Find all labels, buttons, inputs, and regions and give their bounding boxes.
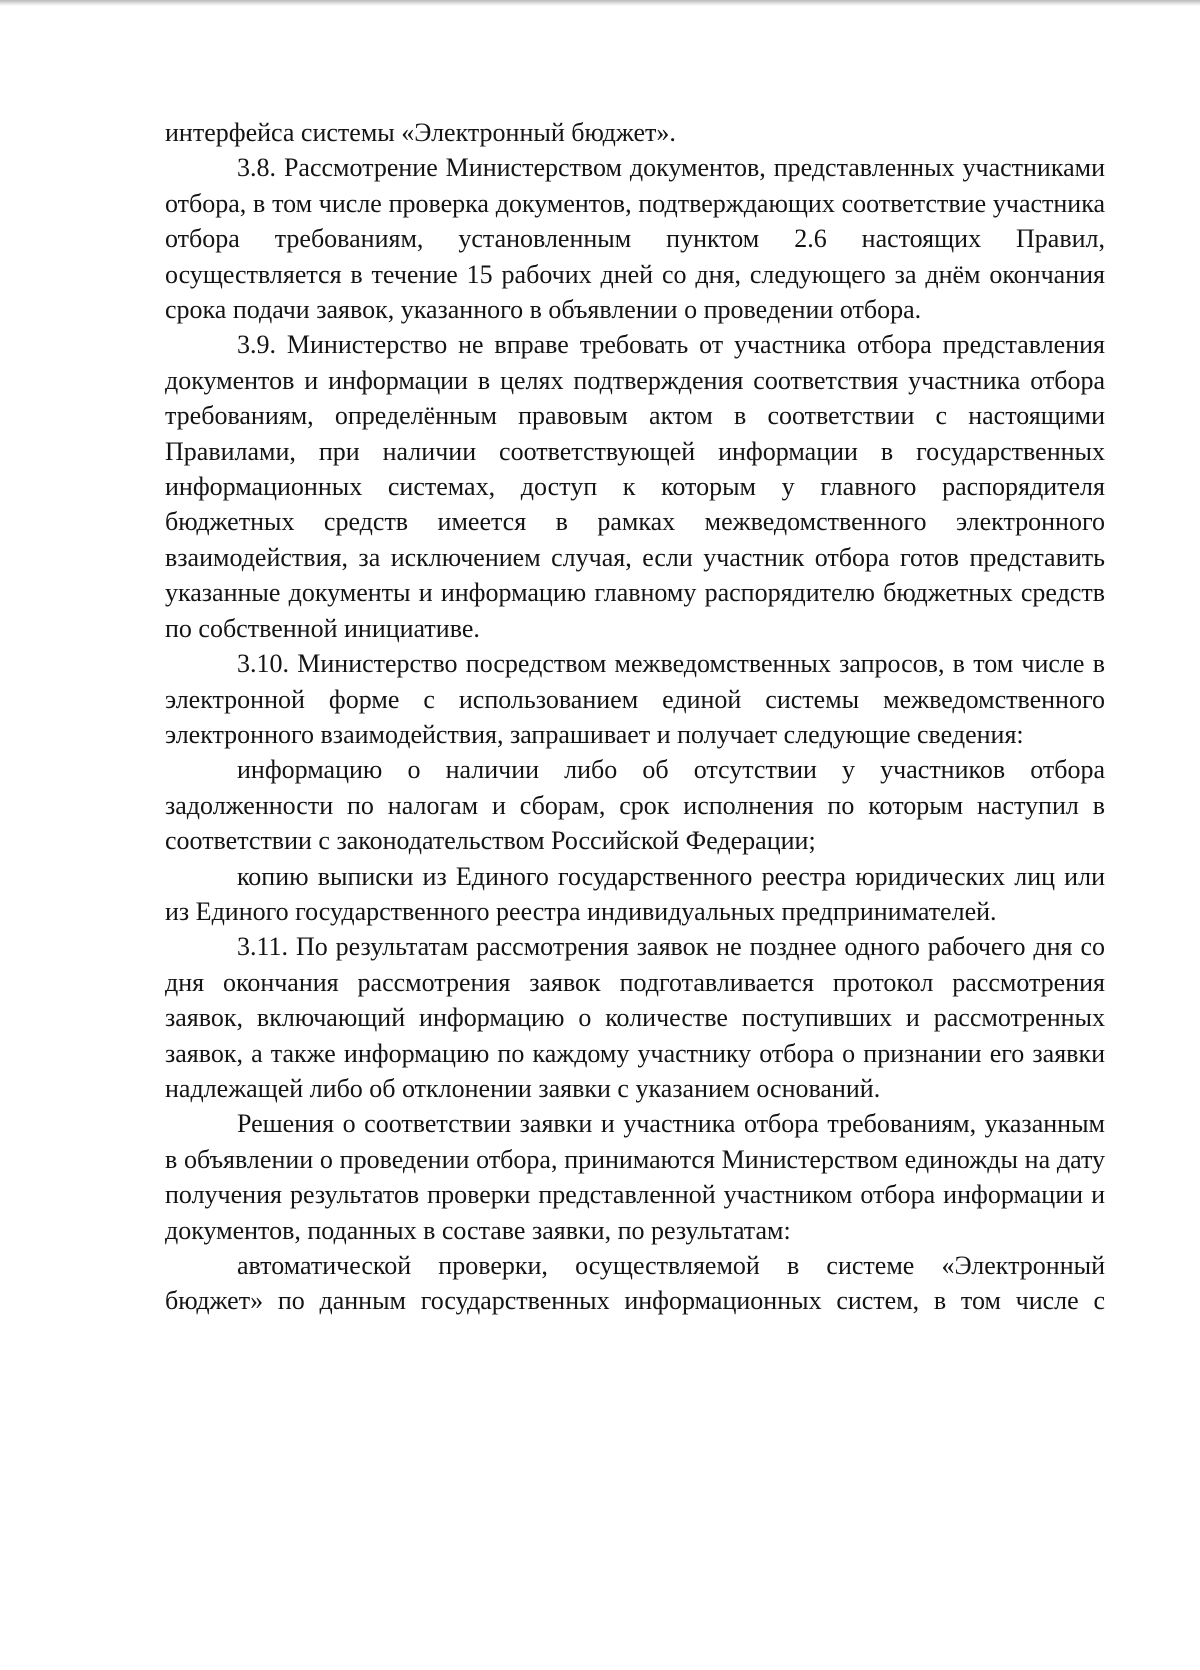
scan-top-edge: [0, 0, 1200, 6]
paragraph-automatic-check: автоматической проверки, осуществляемой в системе «Электронный бюджет» по данным государственных информационных систем, в том числе с: [165, 1251, 1105, 1316]
paragraph-3-10: 3.10. Министерство посредством межведомственных запросов, в том числе в электронной форме с использованием единой системы межведомственного электронного взаимодействия, запрашивает и получает следующие сведения:: [165, 649, 1105, 749]
paragraph-3-9: 3.9. Министерство не вправе требовать от участника отбора представления документов и информации в целях подтверждения соответствия участника отбора требованиям, определённым правовым актом в соответствии с настоящими Правилами, при наличии соответствующей информации в государственных информационных системах, доступ к которым у главного распорядителя бюджетных средств имеется в рамках межведомственного электронного взаимодействия, за исключением случая, если участник отбора готов представить указанные документы и информацию главному распорядителю бюджетных средств по собственной инициативе.: [165, 330, 1105, 643]
paragraph-decisions: Решения о соответствии заявки и участника отбора требованиям, указанным в объявлении о проведении отбора, принимаются Министерством единожды на дату получения результатов проверки представленной участником отбора информации и документов, поданных в составе заявки, по результатам:: [165, 1109, 1105, 1245]
paragraph-continuation: интерфейса системы «Электронный бюджет».: [165, 118, 676, 147]
paragraph-tax-debt-info: информацию о наличии либо об отсутствии у участников отбора задолженности по налогам и сборам, срок исполнения по которым наступил в соответствии с законодательством Российской Федерации;: [165, 755, 1105, 856]
paragraph-3-11: 3.11. По результатам рассмотрения заявок не позднее одного рабочего дня со дня окончания рассмотрения заявок подготавливается протокол рассмотрения заявок, включающий информацию о количестве поступивших и рассмотренных заявок, а также информацию по каждому участнику отбора о признании его заявки надлежащей либо об отклонении заявки с указанием оснований.: [165, 932, 1105, 1103]
paragraph-registry-extract: копию выписки из Единого государственного реестра юридических лиц или из Единого государственного реестра индивидуальных предпринимателей.: [165, 861, 1105, 926]
paragraph-3-8: 3.8. Рассмотрение Министерством документов, представленных участниками отбора, в том числе проверка документов, подтверждающих соответствие участника отбора требованиям, установленным пунктом 2.6 настоящих Правил, осуществляется в течение 15 рабочих дней со дня, следующего за днём окончания срока подачи заявок, указанного в объявлении о проведении отбора.: [165, 153, 1105, 325]
document-page: [165, 115, 1105, 1319]
